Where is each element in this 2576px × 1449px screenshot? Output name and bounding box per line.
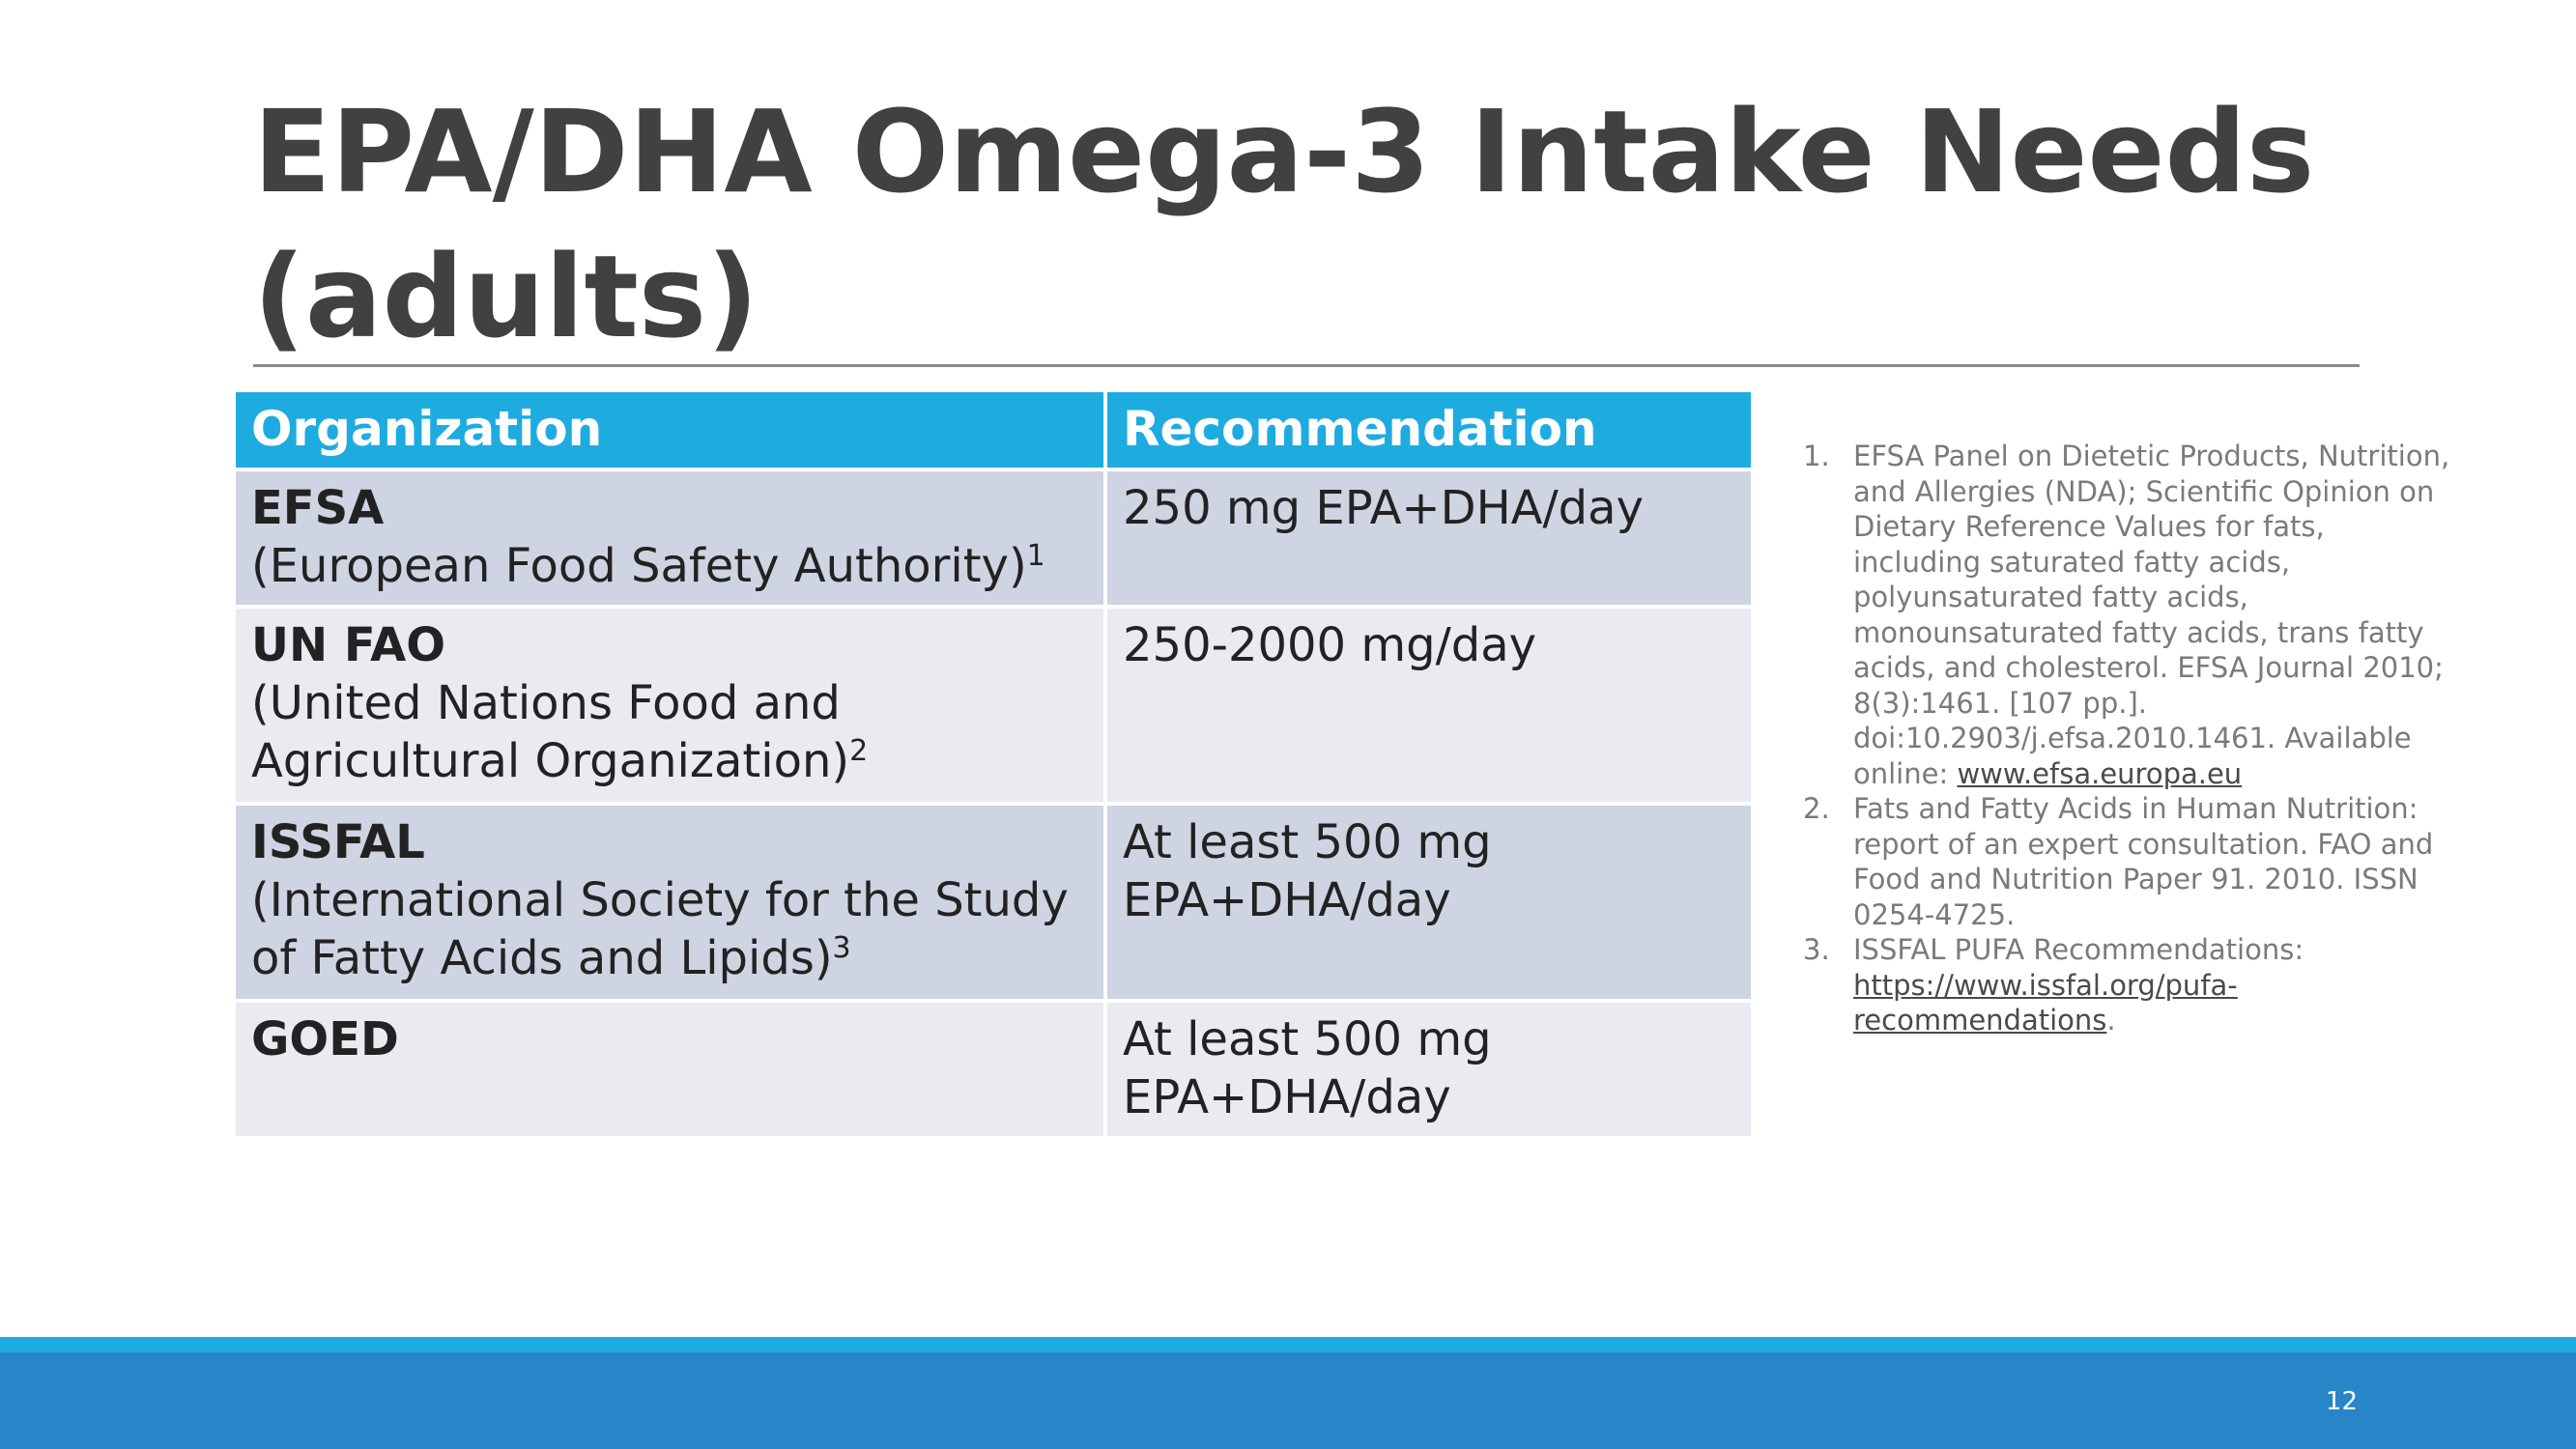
recommendation-cell: 250-2000 mg/day bbox=[1105, 607, 1753, 804]
reference-trailing: . bbox=[2106, 1004, 2116, 1037]
recommendations-table bbox=[232, 388, 1755, 1140]
reference-text: Fats and Fatty Acids in Human Nutrition: report of an expert consultation. FAO and Food and Nutrition Paper 91. 2010. ISSN 0254-4725. bbox=[1853, 792, 2434, 931]
recommendation-cell: At least 500 mg EPA+DHA/day bbox=[1105, 804, 1753, 1001]
table-header-row bbox=[234, 390, 1753, 469]
efsa-link[interactable]: www.efsa.europa.eu bbox=[1957, 756, 2243, 790]
organization-abbr: EFSA bbox=[251, 481, 385, 535]
table-row bbox=[234, 469, 1753, 607]
table-row bbox=[234, 804, 1753, 1001]
reference-marker: 3 bbox=[832, 931, 851, 965]
reference-item bbox=[1803, 439, 2460, 791]
footer-band bbox=[0, 1352, 2576, 1449]
reference-number: 1. bbox=[1803, 440, 1830, 472]
organization-fullname bbox=[251, 871, 1088, 987]
reference-number: 3. bbox=[1803, 933, 1830, 966]
reference-text: EFSA Panel on Dietetic Products, Nutrition, and Allergies (NDA); Scientific Opinion on Dietary Reference Values for fats, including saturated fatty acids, polyunsaturated fatty acids, monounsaturated fatty acids, trans fatty acids, and cholesterol. EFSA Journal 2010; 8(3):1461. [107 pp.]. doi:10.2903/j.efsa.2010.1461. Available online: bbox=[1853, 440, 2450, 790]
organization-abbr: ISSFAL bbox=[251, 815, 425, 869]
organization-fullname bbox=[251, 674, 1088, 790]
reference-item bbox=[1803, 791, 2460, 932]
organization-cell bbox=[234, 1001, 1105, 1138]
recommendation-cell: At least 500 mg EPA+DHA/day bbox=[1105, 1001, 1753, 1138]
reference-item bbox=[1803, 932, 2460, 1038]
organization-fullname-text: (International Society for the Study of Fatty Acids and Lipids) bbox=[251, 873, 1069, 985]
organization-fullname bbox=[251, 537, 1088, 595]
organization-fullname-text: (European Food Safety Authority) bbox=[251, 539, 1027, 593]
organization-abbr: GOED bbox=[251, 1012, 399, 1066]
table-row bbox=[234, 607, 1753, 804]
page-number: 12 bbox=[2325, 1387, 2358, 1416]
footer-accent-strip bbox=[0, 1337, 2576, 1352]
references-list bbox=[1803, 439, 2460, 1038]
reference-text: ISSFAL PUFA Recommendations: bbox=[1853, 933, 2304, 966]
organization-cell bbox=[234, 469, 1105, 607]
slide-title: EPA/DHA Omega-3 Intake Needs (adults) bbox=[253, 85, 2315, 363]
reference-marker: 2 bbox=[849, 734, 869, 768]
title-divider bbox=[253, 364, 2360, 367]
reference-number: 2. bbox=[1803, 792, 1830, 825]
table-row bbox=[234, 1001, 1753, 1138]
organization-fullname-text: (United Nations Food and Agricultural Organization) bbox=[251, 676, 850, 788]
organization-cell bbox=[234, 804, 1105, 1001]
recommendation-cell: 250 mg EPA+DHA/day bbox=[1105, 469, 1753, 607]
reference-marker: 1 bbox=[1026, 539, 1045, 573]
issfal-link[interactable]: https://www.issfal.org/pufa-recommendations bbox=[1853, 968, 2238, 1037]
organization-abbr: UN FAO bbox=[251, 618, 446, 672]
organization-cell bbox=[234, 607, 1105, 804]
header-organization: Organization bbox=[234, 390, 1105, 469]
header-recommendation: Recommendation bbox=[1105, 390, 1753, 469]
